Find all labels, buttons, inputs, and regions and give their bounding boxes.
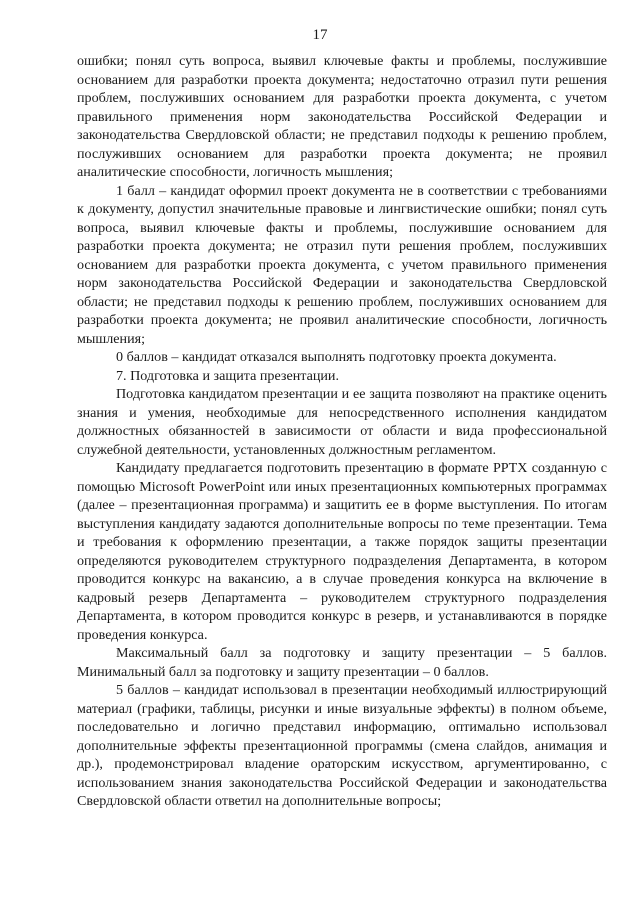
paragraph-criteria-continuation: ошибки; понял суть вопроса, выявил ключевые факты и проблемы, послужившие основанием для разработки проекта документа; недостаточно отразил пути решения проблем, послуживших основанием для разработки проекта документа, с учетом правильного применения норм законодательства Российской Федерации и законодательства Свердловской области; не представил подходы к решению проблем, послуживших основанием для разработки проекта документа; не проявил аналитические способности, логичность мышления; — [77, 53, 607, 180]
paragraph-score-0: 0 баллов – кандидат отказался выполнять подготовку проекта документа. — [116, 349, 557, 365]
paragraph-presentation-score-range: Максимальный балл за подготовку и защиту презентации – 5 баллов. Минимальный балл за подготовку и защиту презентации – 0 баллов. — [77, 645, 607, 680]
page-number: 17 — [312, 27, 328, 43]
paragraph-presentation-requirements: Кандидату предлагается подготовить презентацию в формате PPTX созданную с помощью Microsoft PowerPoint или иных презентационных компьютерных программах (далее – презентационная программа) и защитить ее в форме выступления. По итогам выступления кандидату задаются дополнительные вопросы по теме презентации. Тема и требования к оформлению презентации, а также порядок защиты презентации определяются руководителем структурного подразделения Департамента, в котором проводится конкурс на вакансию, а в случае проведения конкурса на включение в кадровый резерв Департамента – руководителем структурного подразделения Департамента, в котором проводится конкурс в резерв, и устанавливаются в порядке проведения конкурса. — [77, 460, 607, 643]
paragraph-presentation-purpose: Подготовка кандидатом презентации и ее защита позволяют на практике оценить знания и умения, необходимые для непосредственного исполнения кандидатом должностных обязанностей в зависимости от области и вида профессиональной служебной деятельности, установленных должностным регламентом. — [77, 386, 607, 458]
paragraph-presentation-score-5: 5 баллов – кандидат использовал в презентации необходимый иллюстрирующий материал (графики, таблицы, рисунки и иные визуальные эффекты) в полном объеме, последовательно и логично представил информацию, оптимально использовал дополнительные эффекты презентационной программы (смена слайдов, анимация и др.), продемонстрировал владение ораторским искусством, аргументированно, с использованием знания законодательства Российской Федерации и законодательства Свердловской области ответил на дополнительные вопросы; — [77, 682, 607, 809]
paragraph-score-1: 1 балл – кандидат оформил проект документа не в соответствии с требованиями к документу, допустил значительные правовые и лингвистические ошибки; понял суть вопроса, выявил ключевые факты и проблемы, послужившие основанием для разработки проекта документа; не отразил пути решения проблем, послуживших основанием для разработки проекта документа, с учетом правильного применения норм законодательства Российской Федерации и законодательства Свердловской области; не представил подходы к решению проблем, послуживших основанием для разработки проекта документа; не проявил аналитические способности, логичность мышления; — [77, 182, 607, 347]
section-heading-presentation: 7. Подготовка и защита презентации. — [116, 367, 339, 384]
document-body — [77, 52, 607, 811]
